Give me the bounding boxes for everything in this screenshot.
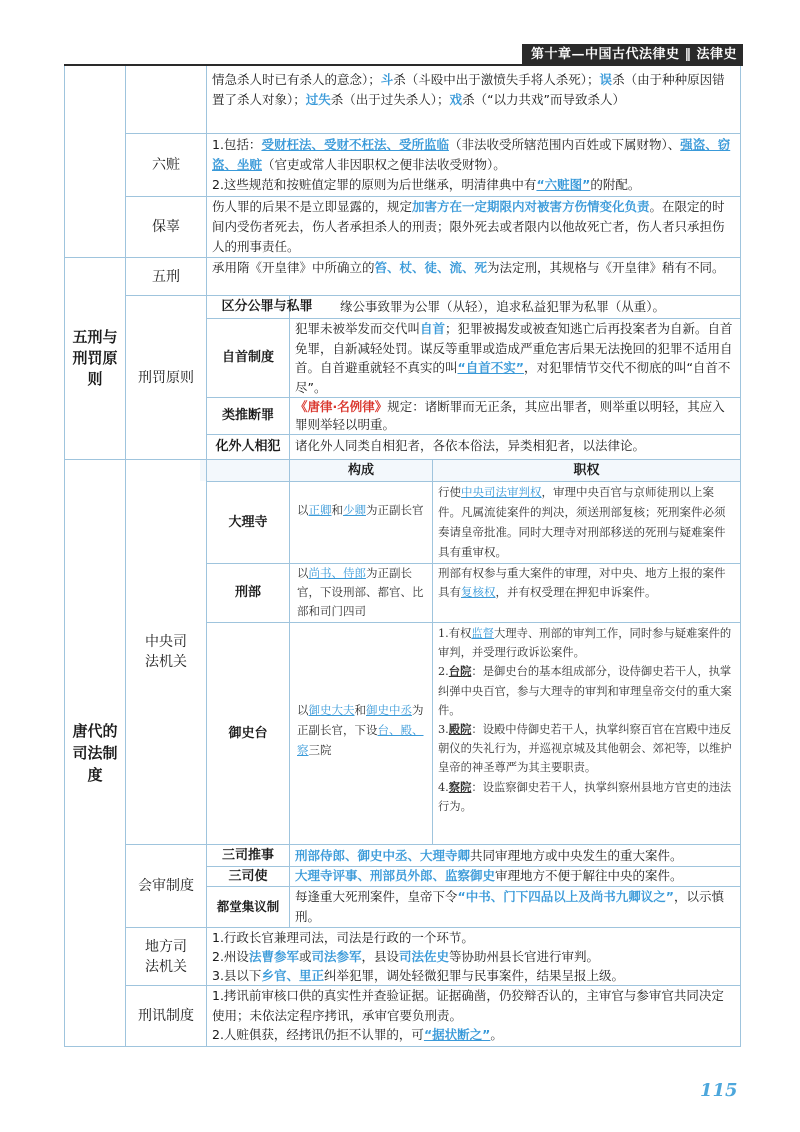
- text-span: 三院: [308, 743, 332, 757]
- baogu-text: [212, 197, 736, 257]
- table-border: [64, 66, 65, 1046]
- keyword-liuzang-tu: “六赃图”: [536, 177, 591, 192]
- xingxun-line-2: [212, 1025, 736, 1045]
- huawai-label: 化外人相犯: [215, 439, 281, 454]
- keyword-shangshu: 尚书、侍郎: [308, 566, 366, 580]
- text-span: 1.有权: [438, 627, 472, 640]
- baogu-label: 保辜: [152, 219, 180, 235]
- dutang-label: 都堂集议制: [216, 899, 280, 914]
- difang-text: [212, 928, 736, 985]
- xingxun-label: 刑讯制度: [138, 1008, 194, 1024]
- keyword-xi: 戏: [449, 92, 463, 107]
- text-span: 为正副长官，下设刑部、都官、比部和司门四司: [297, 566, 424, 618]
- xingxun-text: [212, 986, 736, 1046]
- huishen-label: 会审制度: [138, 878, 194, 894]
- text-span: 2.: [438, 665, 449, 679]
- keyword-sifa-zuoshi: 司法佐史: [399, 949, 450, 964]
- keyword-sifa-canjun: 司法参军: [311, 949, 362, 964]
- text-span: 杀（斗殴中出于激愤失手将人杀死）；: [393, 72, 600, 87]
- keyword-wu: 误: [599, 72, 613, 87]
- text-span: 。: [490, 1027, 503, 1042]
- huawai-text: 诸化外人同类自相犯者，各依本俗法，异类相犯者，以法律论。: [295, 438, 646, 453]
- text-span: （官吏或常人非因职权之便非法收受财物）。: [262, 157, 506, 172]
- yushitai-duty-3: [438, 720, 736, 778]
- text-span: 杀（由于种种原因错置了杀人对象）；: [212, 72, 725, 107]
- keyword-tanglv: 《唐律·名例律》: [295, 399, 388, 414]
- zishou-text: [295, 319, 736, 397]
- keyword-juzhuang: “据状断之”: [423, 1027, 491, 1042]
- homicide-types-text: [212, 70, 736, 132]
- keyword-dutang: “中书、门下四品以上及尚书九卿议之”: [457, 889, 674, 904]
- sansi-shi-text: [295, 866, 736, 886]
- text-span: 大理寺、刑部的审判工作，同时参与疑难案件的审判，并受理行政诉讼案件。: [438, 627, 732, 660]
- text-span: 2.人赃俱获，经拷讯仍拒不认罪的，可: [212, 1027, 424, 1042]
- keyword-shaoqing: 少卿: [343, 503, 366, 517]
- wuxing-text: [212, 258, 736, 295]
- xingxun-line-1: 1.拷讯前审核口供的真实性并查验证据。证据确凿，仍狡辩否认的，主审官与参审官共同决定使用；未依法定程序拷讯，承审官要负刑责。: [212, 988, 724, 1023]
- dalisi-composition: [297, 500, 429, 550]
- keyword-san-yuan: 台、殿、察: [297, 723, 424, 757]
- yushitai-duty-2: [438, 662, 736, 720]
- header-rule: [64, 64, 743, 66]
- text-span: 。在限定的时间内受伤者死去，伤人者承担杀人的刑责；限外死去或者限内以他故死亡者，伤人者只承担伤人的刑事责任。: [212, 199, 725, 254]
- text-span: 等协助州县长官进行审判。: [449, 949, 600, 964]
- xingbu-duties: [438, 564, 736, 622]
- yushitai-duty-4: [438, 778, 736, 816]
- keyword-jiandu: 监督: [471, 627, 494, 640]
- keyword-taiyuan: 台院: [448, 664, 472, 679]
- text-span: 为正副长官，下设: [297, 703, 424, 737]
- text-span: 为法定刑，其规格与《开皇律》稍有不同。: [487, 260, 725, 275]
- page-number: 115: [700, 1080, 738, 1101]
- text-span: ：是御史台的基本组成部分，设侍御史若干人，执掌纠弹中央百官，参与大理寺的审判和审理皇帝交付的重大案件。: [438, 665, 732, 717]
- difang-line-2: [212, 947, 736, 966]
- leitui-label: 类推断罪: [221, 408, 274, 423]
- text-span: 伤人罪的后果不是立即显露的，规定: [212, 199, 413, 214]
- keyword-yushidafu: 御史大夫: [308, 703, 355, 717]
- chapter-header: 第十章—中国古代法律史 ‖ 法律史: [522, 44, 743, 66]
- text-span: 杀（出于过失杀人）；: [330, 92, 450, 107]
- yushitai-label: 御史台: [228, 725, 268, 741]
- text-span: 纠举犯罪，调处轻微犯罪与民事案件，结果呈报上级。: [323, 968, 624, 983]
- difang-line-3: [212, 966, 736, 985]
- column-header-gouzheng: 构成: [347, 462, 374, 478]
- text-span: 审理地方不便于解往中央的案件。: [495, 868, 683, 883]
- text-span: 1.包括：: [212, 137, 262, 152]
- keyword-liuzang-1: 受财枉法、受财不枉法、受所监临: [261, 137, 449, 152]
- keyword-facao: 法曹参军: [248, 949, 299, 964]
- gongsi-label: 区分公罪与私罪: [221, 299, 313, 314]
- text-span: 2.这些规范和按赃值定罪的原则为后世继承，明清律典中有: [212, 177, 537, 192]
- text-span: ，对犯罪情节交代不彻底的叫“自首不尽”。: [295, 360, 731, 395]
- dutang-text: [295, 887, 736, 927]
- column-divider: [289, 844, 290, 927]
- yushitai-duties: [438, 624, 736, 844]
- text-span: ，并有权受理在押犯申诉案件。: [495, 585, 657, 599]
- table-border: [740, 66, 741, 1046]
- keyword-dou: 斗: [380, 72, 394, 87]
- text-span: 4.: [438, 780, 449, 794]
- text-span: 和: [331, 503, 343, 517]
- text-span: 3.县以下: [212, 968, 262, 983]
- text-span: 情急杀人时已有杀人的意念）；: [212, 72, 381, 87]
- zhongyang-label: 中央司法机关: [145, 634, 187, 670]
- wuxing-group-label: 五刑与刑罚原则: [72, 328, 118, 388]
- text-span: 每逢重大死刑案件，皇帝下令: [295, 889, 458, 904]
- text-span: 杀（“以力共戏”而导致杀人）: [462, 92, 626, 107]
- keyword-xiangguan: 乡官、里正: [261, 968, 324, 983]
- text-span: 承用隋《开皇律》中所确立的: [212, 260, 375, 275]
- keyword-zishou: 自首: [420, 321, 446, 336]
- difang-line-1: 1.行政长官兼理司法，司法是行政的一个环节。: [212, 930, 474, 945]
- wuxing-label: 五刑: [152, 268, 180, 285]
- leitui-text: [295, 398, 736, 434]
- text-span: 刑部有权参与重大案件的审理，对中央、地方上报的案件具有: [438, 566, 726, 599]
- keyword-dianyuan: 殿院: [448, 722, 472, 737]
- keyword-sansi-tuishi: 刑部侍郎、御史中丞、大理寺卿: [295, 848, 471, 863]
- column-divider: [432, 459, 433, 844]
- liuzang-text: [212, 135, 736, 195]
- text-span: 以: [297, 566, 309, 580]
- text-span: 2.州设: [212, 949, 249, 964]
- sansi-tuishi-text: [295, 846, 736, 866]
- xingfa-principle-label: 刑罚原则: [138, 369, 194, 386]
- text-span: ，县设: [361, 949, 399, 964]
- column-divider: [289, 459, 290, 844]
- text-span: 的附配。: [590, 177, 641, 192]
- text-span: 和: [354, 703, 366, 717]
- keyword-zhengqing: 正卿: [308, 503, 332, 517]
- sansi-tuishi-label: 三司推事: [221, 847, 274, 863]
- text-span: 犯罪未被举发而交代叫: [295, 321, 421, 336]
- xingbu-label: 刑部: [234, 585, 261, 600]
- text-span: ：设监察御史若干人，执掌纠察州县地方官吏的违法行为。: [438, 780, 732, 813]
- dalisi-label: 大理寺: [228, 514, 268, 530]
- sansi-shi-label: 三司使: [228, 868, 268, 884]
- keyword-yushizhongcheng: 御史中丞: [366, 703, 412, 717]
- text-span: ，审理中央百官与京师徒刑以上案件。凡属流徒案件的判决，须送刑部复核；死刑案件必须奏请皇帝批准。同时大理寺对刑部移送的死刑与疑难案件具有重审权。: [438, 485, 726, 559]
- keyword-sansi-shi: 大理寺评事、刑部员外郎、监察御史: [295, 868, 496, 883]
- yushitai-composition: [297, 700, 429, 770]
- xingbu-composition: [297, 564, 429, 622]
- text-span: 3.: [438, 723, 449, 737]
- keyword-baogu: 加害方在一定期限内对被害方伤情变化负责: [412, 199, 650, 214]
- yushitai-duty-1: [438, 624, 736, 662]
- text-span: 为正副长官: [366, 503, 424, 517]
- tang-group-label: 唐代的司法制度: [72, 722, 118, 784]
- text-span: 规定：诸断罪而无正条，其应出罪者，则举重以明轻，其应入罪则举轻以明重。: [295, 399, 725, 432]
- text-span: （非法收受所辖范围内百姓或下属财物）、: [448, 137, 681, 152]
- table-border: [64, 1046, 741, 1047]
- keyword-zishou-bushi: “自首不实”: [457, 360, 524, 375]
- gongsi-text: 缘公事致罪为公罪（从轻），追求私益犯罪为私罪（从重）。: [340, 299, 666, 314]
- dalisi-duties: [438, 482, 736, 563]
- text-span: 以: [297, 703, 309, 717]
- keyword-guoshi: 过失: [305, 92, 331, 107]
- keyword-wuxing: 笞、杖、徒、流、死: [374, 260, 488, 275]
- zishou-label: 自首制度: [221, 350, 274, 365]
- keyword-shenpanquan: 中央司法审判权: [461, 485, 542, 499]
- text-span: 或: [298, 949, 312, 964]
- keyword-liuzang-2: 强盗、窃盗、坐赃: [212, 137, 731, 172]
- row-divider: [125, 133, 741, 134]
- text-span: ，以示慎刑。: [295, 889, 724, 924]
- text-span: 共同审理地方或中央发生的重大案件。: [470, 848, 683, 863]
- keyword-chayuan: 察院: [448, 779, 472, 794]
- keyword-fuhequan: 复核权: [461, 585, 496, 599]
- text-span: 以: [297, 503, 309, 517]
- difang-label: 地方司法机关: [145, 938, 187, 975]
- liuzang-label: 六赃: [152, 157, 180, 173]
- text-span: ：设殿中侍御史若干人，执掌纠察百官在宫殿中违反朝仪的失礼行为，并巡视京城及其他朝会、郊祀等，以维护皇帝的神圣尊严为其主要职责。: [438, 723, 732, 775]
- column-header-zhiquan: 职权: [573, 462, 600, 478]
- text-span: ；犯罪被揭发或被查知逃亡后再投案者为自新。自首免罪，自新减轻处罚。谋反等重罪或造成严重危害后果无法挽回的犯罪不适用自首。自首避重就轻不真实的叫: [295, 321, 733, 375]
- text-span: 行使: [438, 485, 461, 499]
